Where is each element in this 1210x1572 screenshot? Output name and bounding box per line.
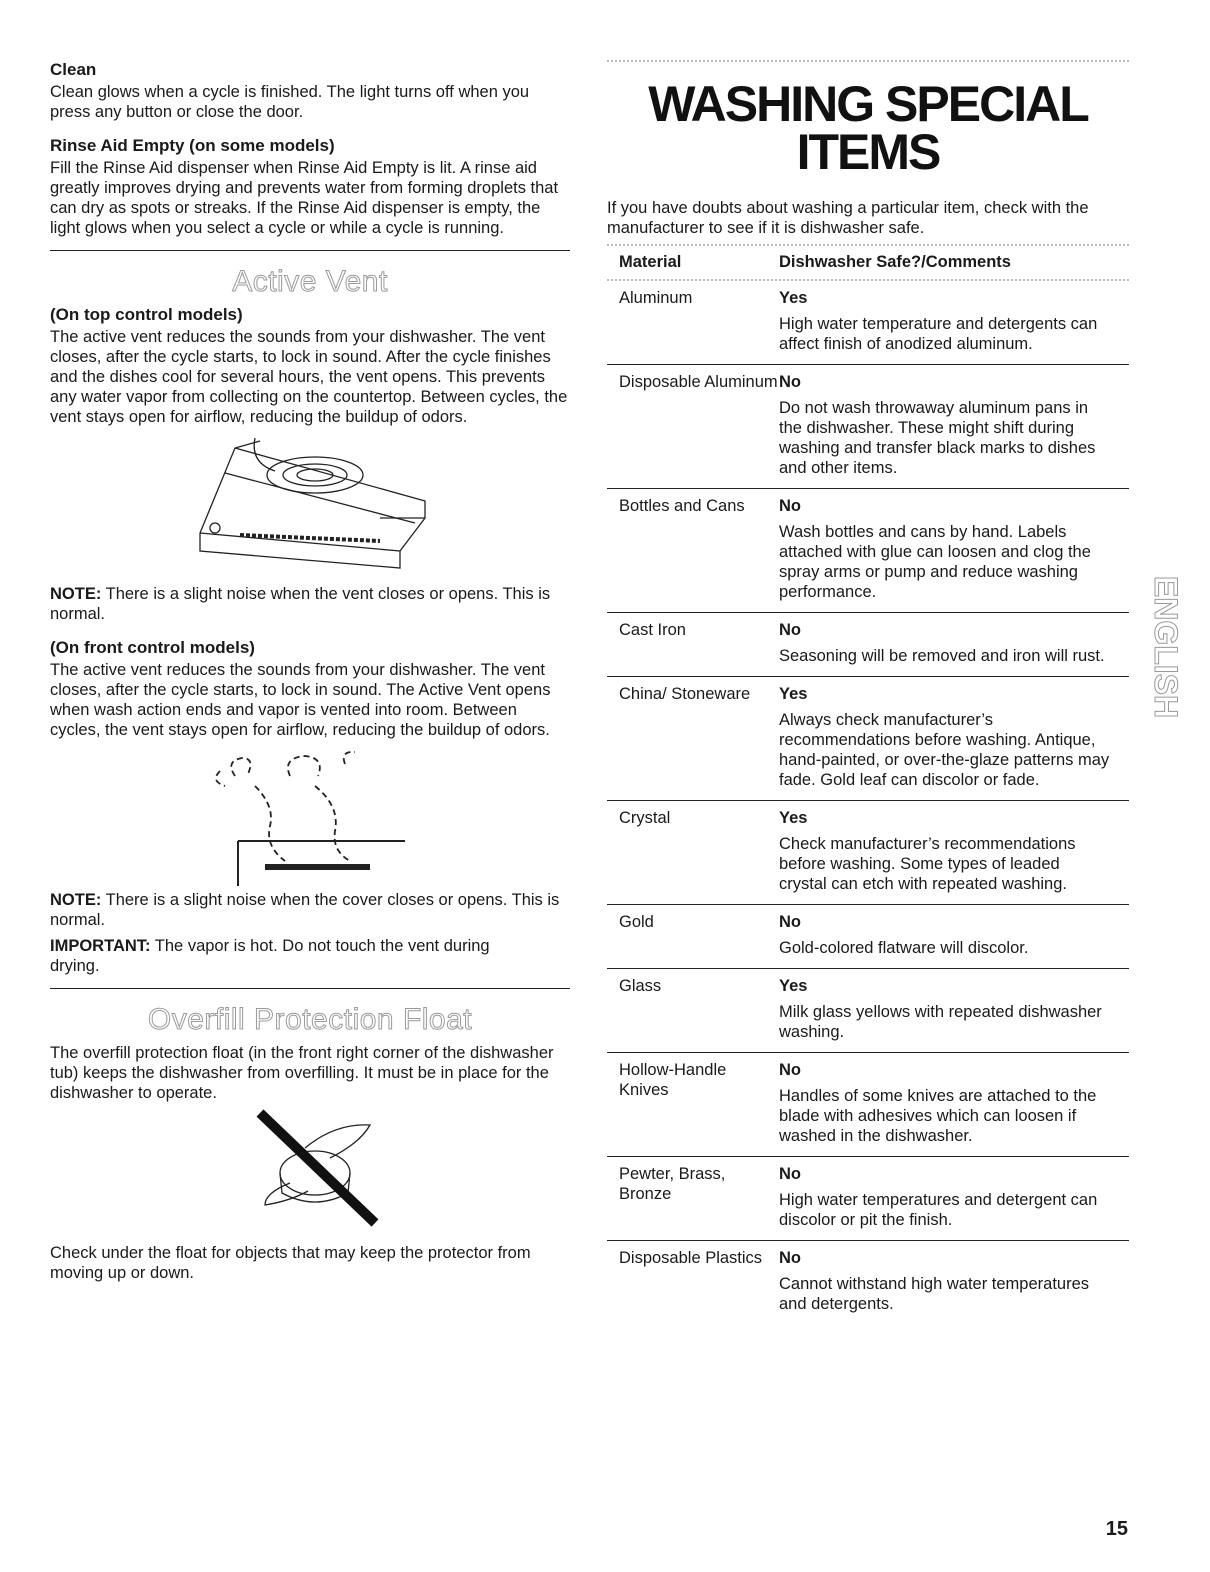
active-vent-title: Active Vent	[232, 265, 388, 298]
clean-text: Clean glows when a cycle is finished. The light turns off when you press any button or close the door.	[50, 83, 530, 121]
material-cell: Crystal	[619, 809, 671, 827]
material-cell: Hollow-Handle Knives	[619, 1061, 727, 1099]
english-side-tab	[1150, 565, 1182, 730]
table-row	[607, 1240, 1129, 1324]
material-cell: Glass	[619, 977, 662, 995]
comment-cell	[779, 912, 1129, 958]
table-row	[607, 281, 1129, 364]
note-2: NOTE: There is a slight noise when the cover closes or opens. This is normal.	[50, 891, 560, 929]
table-row	[607, 1156, 1129, 1240]
table-row	[607, 612, 1129, 676]
safe-value: Yes	[779, 977, 808, 995]
material-cell: Disposable Plastics	[619, 1249, 763, 1267]
comment-cell	[779, 1060, 1129, 1146]
divider	[50, 250, 570, 251]
safe-value: No	[779, 913, 801, 931]
safe-value: Yes	[779, 685, 808, 703]
material-cell: Gold	[619, 913, 654, 931]
overfill-text: The overfill protection float (in the front right corner of the dishwasher tub) keeps the dishwasher from overfilling. It must be in place for the dishwasher to operate.	[50, 1044, 554, 1102]
material-cell: Bottles and Cans	[619, 497, 745, 515]
note-1: NOTE: There is a slight noise when the vent closes or opens. This is normal.	[50, 585, 551, 623]
safe-value: Yes	[779, 289, 808, 307]
table-row	[607, 800, 1129, 904]
comment-cell	[779, 976, 1129, 1042]
table-row	[607, 904, 1129, 968]
comment-text: High water temperatures and detergent can discolor or pit the finish.	[779, 1191, 1098, 1229]
right-column	[607, 60, 1129, 1324]
material-cell: China/ Stoneware	[619, 685, 751, 703]
material-cell: Aluminum	[619, 289, 693, 307]
comment-text: Seasoning will be removed and iron will rust.	[779, 647, 1105, 665]
material-cell: Cast Iron	[619, 621, 686, 639]
front-control-text: The active vent reduces the sounds from your dishwasher. The vent closes, after the cycle starts, to lock in sound. The Active Vent opens when wash action ends and vapor is vented into room. Between cycles, the vent stays open for airflow, reducing the buildup of odors.	[50, 661, 551, 739]
overfill-float-illustration	[50, 1113, 570, 1233]
table-row	[607, 1052, 1129, 1156]
table-row	[607, 488, 1129, 612]
clean-heading: Clean	[50, 60, 97, 79]
left-column	[50, 60, 570, 1283]
comment-text: High water temperature and detergents can affect finish of anodized aluminum.	[779, 315, 1098, 353]
comment-cell	[779, 620, 1129, 666]
top-control-text: The active vent reduces the sounds from your dishwasher. The vent closes, after the cycle starts, to lock in sound. After the cycle finishes and the dishes cool for several hours, the vent opens. This prevents any water vapor from collecting on the countertop. Between cycles, the vent stays open for airflow, reducing the buildup of odors.	[50, 328, 568, 426]
comment-cell	[779, 288, 1129, 354]
rinse-aid-text: Fill the Rinse Aid dispenser when Rinse Aid Empty is lit. A rinse aid greatly improves drying and prevents water from forming droplets that can dry as spots or streaks. If the Rinse Aid dispenser is empty, the light glows when you select a cycle or while a cycle is running.	[50, 159, 559, 237]
comment-text: Check manufacturer’s recommendations before washing. Some types of leaded crystal can etch with repeated washing.	[779, 835, 1076, 893]
safe-value: Yes	[779, 809, 808, 827]
rinse-aid-heading: Rinse Aid Empty (on some models)	[50, 136, 335, 155]
safe-value: No	[779, 497, 801, 515]
materials-table	[607, 281, 1129, 1324]
safe-value: No	[779, 1249, 801, 1267]
overfill-title: Overfill Protection Float	[147, 1003, 473, 1036]
header-comments: Dishwasher Safe?/Comments	[779, 253, 1011, 271]
safe-value: No	[779, 1061, 801, 1079]
table-row	[607, 676, 1129, 800]
comment-text: Always check manufacturer’s recommendations before washing. Antique, hand-painted, or over-the-glaze patterns may fade. Gold leaf can discolor or fade.	[779, 711, 1110, 789]
comment-text: Wash bottles and cans by hand. Labels attached with glue can loosen and clog the spray arms or pump and reduce washing performance.	[779, 523, 1091, 601]
comment-cell	[779, 496, 1129, 602]
safe-value: No	[779, 1165, 801, 1183]
material-cell: Disposable Aluminum	[619, 373, 778, 391]
material-cell: Pewter, Brass, Bronze	[619, 1165, 726, 1203]
header-material: Material	[619, 253, 682, 271]
top-vent-illustration	[50, 433, 570, 578]
comment-cell	[779, 684, 1129, 790]
safe-value: No	[779, 373, 801, 391]
front-vent-illustration	[50, 746, 570, 886]
comment-text: Milk glass yellows with repeated dishwasher washing.	[779, 1003, 1102, 1041]
top-control-heading: (On top control models)	[50, 305, 243, 324]
intro-text: If you have doubts about washing a particular item, check with the manufacturer to see if it is dishwasher safe.	[607, 199, 1089, 237]
table-row	[607, 364, 1129, 488]
comment-cell	[779, 1248, 1129, 1314]
comment-text: Do not wash throwaway aluminum pans in the dishwasher. These might shift during washing and transfer black marks to dishes and other items.	[779, 399, 1096, 477]
table-header	[607, 246, 1129, 279]
comment-cell	[779, 1164, 1129, 1230]
safe-value: No	[779, 621, 801, 639]
comment-text: Gold-colored flatware will discolor.	[779, 939, 1029, 957]
important-note: IMPORTANT: The vapor is hot. Do not touch the vent during drying.	[50, 937, 490, 975]
page-number: 15	[1105, 1518, 1128, 1540]
title-top-border	[607, 60, 1129, 62]
comment-text: Handles of some knives are attached to the blade with adhesives which can loosen if washed in the dishwasher.	[779, 1087, 1097, 1145]
front-control-heading: (On front control models)	[50, 638, 255, 657]
table-row	[607, 968, 1129, 1052]
comment-cell	[779, 808, 1129, 894]
check-float-text: Check under the float for objects that may keep the protector from moving up or down.	[50, 1244, 531, 1282]
comment-cell	[779, 372, 1129, 478]
page-title: WASHING SPECIAL ITEMS	[648, 76, 1088, 180]
svg-text:ENGLISH: ENGLISH	[1148, 575, 1184, 719]
comment-text: Cannot withstand high water temperatures and detergents.	[779, 1275, 1090, 1313]
divider	[50, 988, 570, 989]
